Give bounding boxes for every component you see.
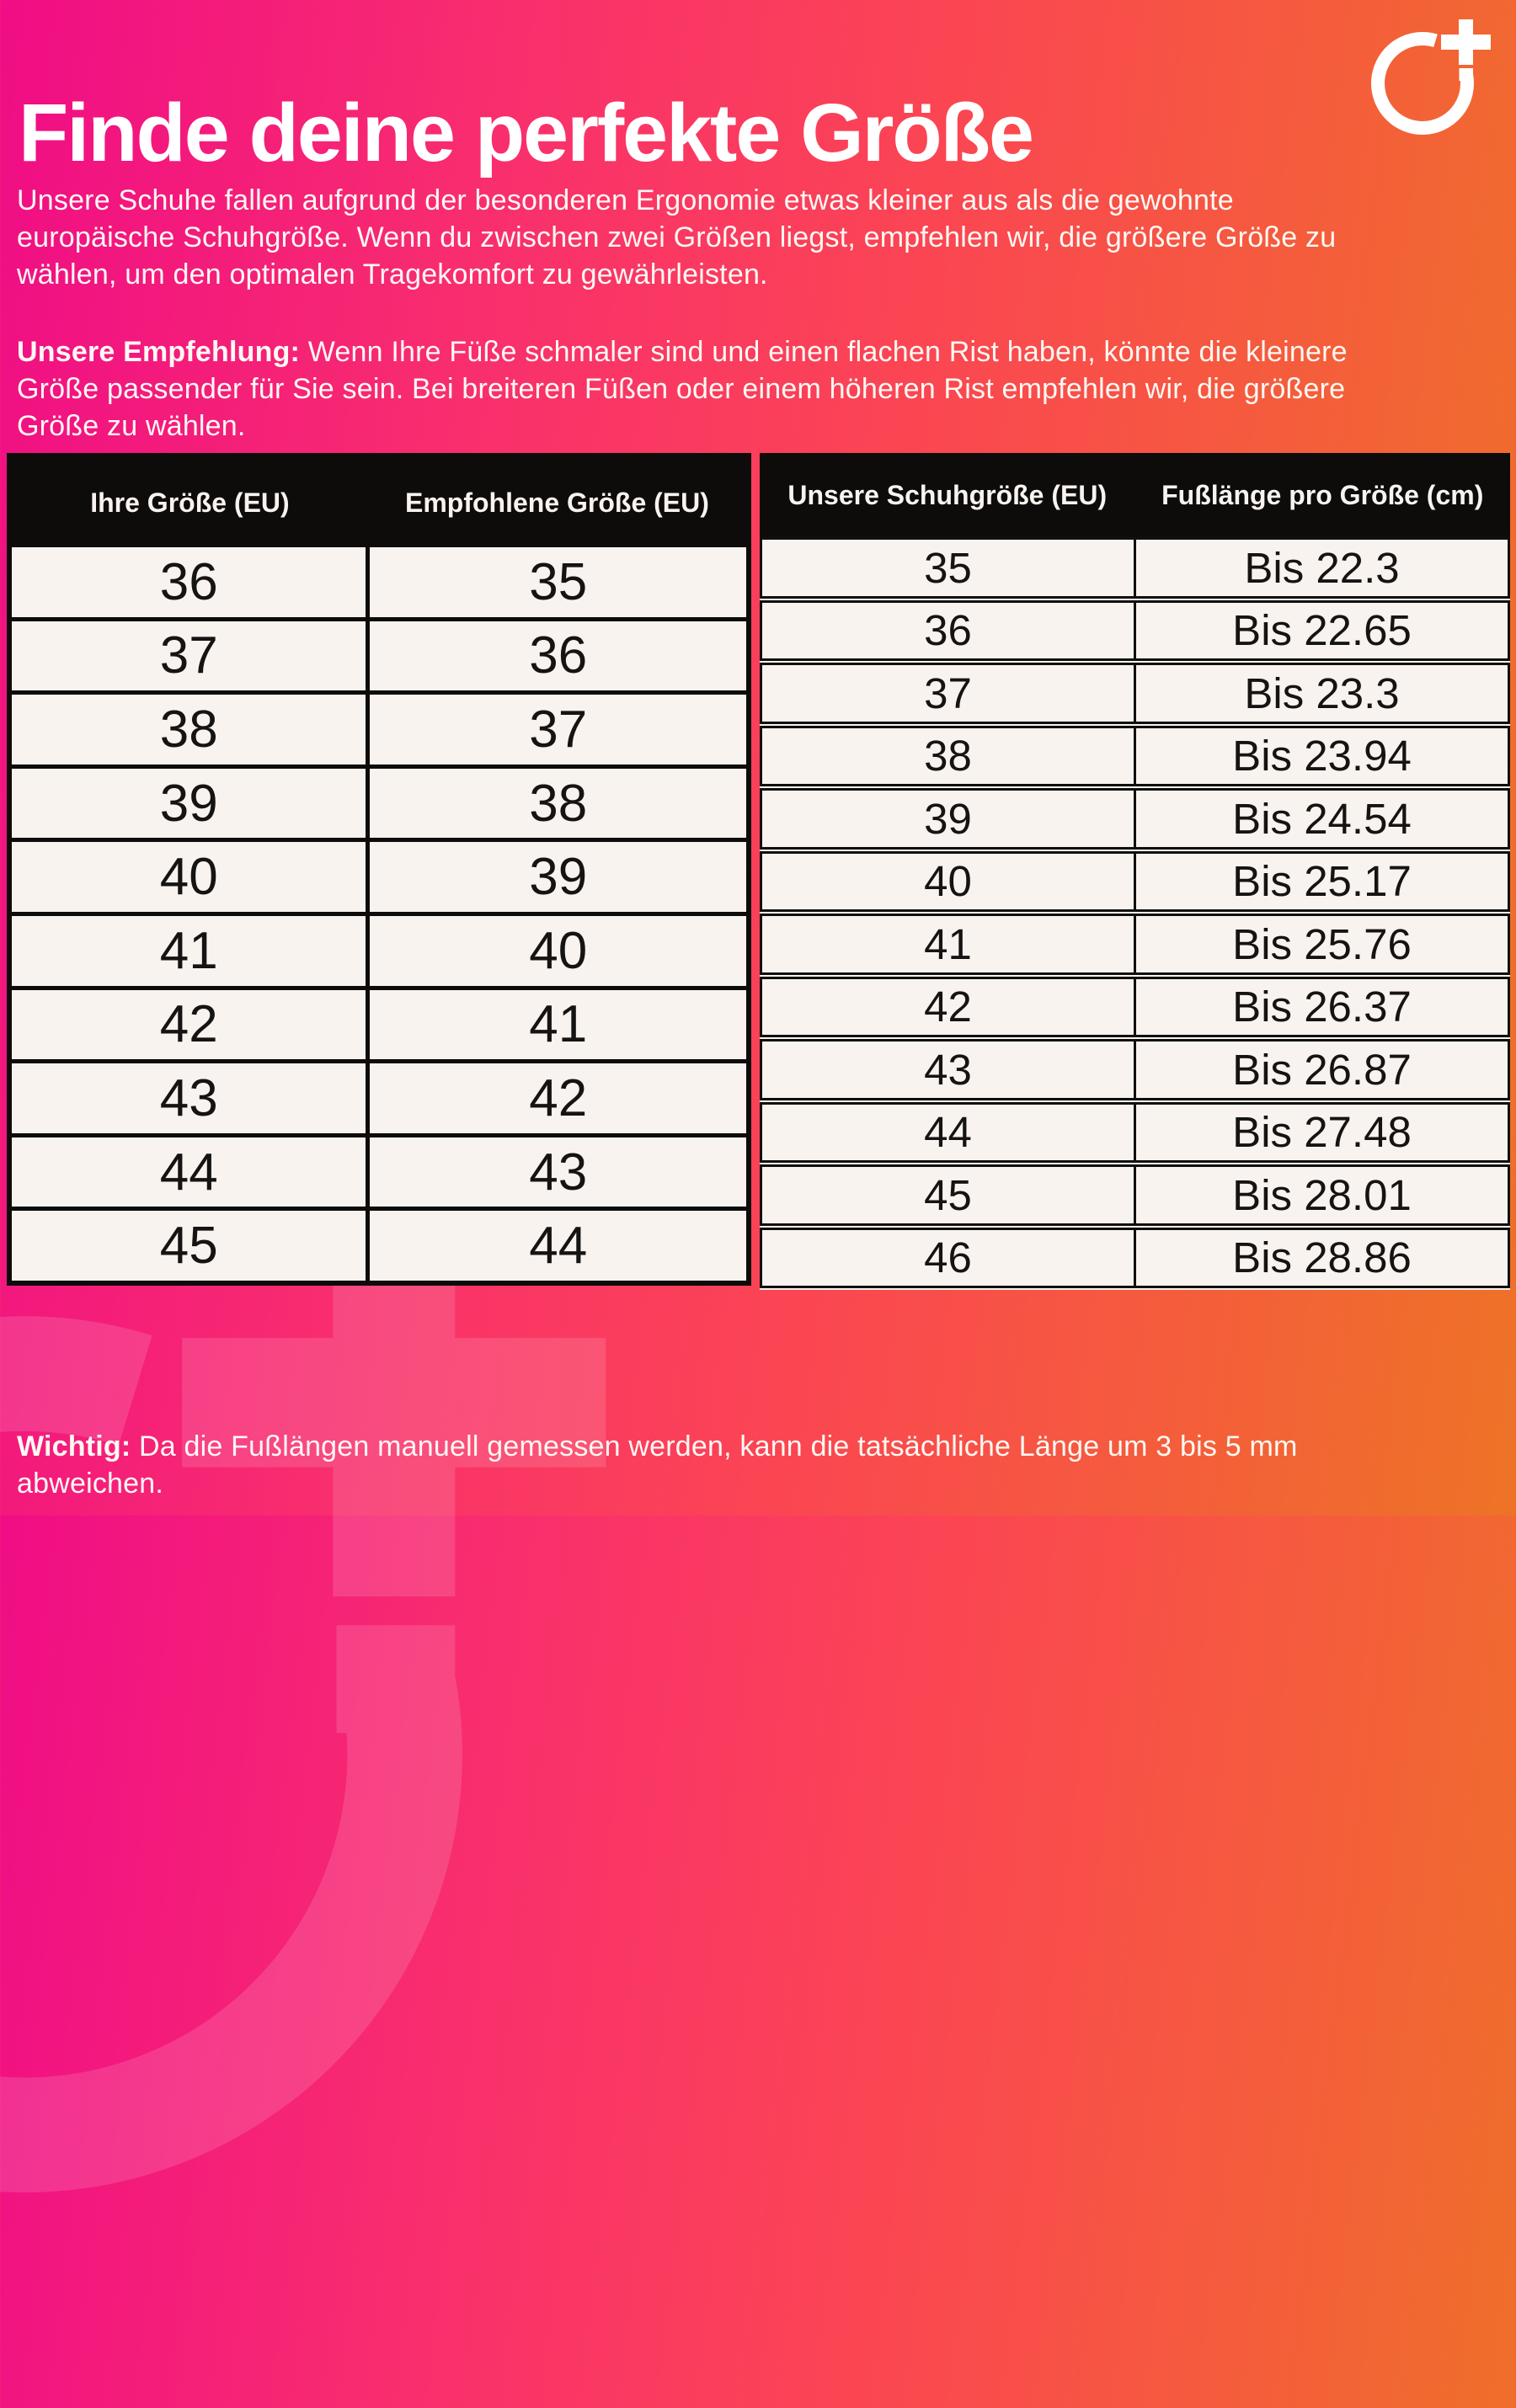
table-cell: 36	[159, 552, 218, 611]
table-row	[12, 621, 746, 691]
table-cell: 37	[159, 626, 218, 685]
note-paragraph	[17, 1428, 1356, 1502]
table-cell: 41	[366, 990, 746, 1060]
table-row	[12, 842, 746, 912]
table-row	[760, 788, 1510, 850]
size-recommendation-table	[7, 453, 751, 1286]
table-cell: 44	[924, 1108, 972, 1157]
table-cell: 44	[159, 1143, 218, 1201]
recommendation-label: Unsere Empfehlung:	[17, 336, 301, 368]
table-cell: Bis 22.3	[1134, 540, 1508, 596]
table-row	[760, 1102, 1510, 1164]
table-cell: 45	[924, 1170, 972, 1219]
column-header: Unsere Schuhgröße (EU)	[787, 479, 1108, 510]
table-cell: Bis 28.01	[1134, 1167, 1508, 1223]
table-row	[760, 1164, 1510, 1226]
table-cell: 35	[366, 547, 746, 617]
table-cell: 36	[366, 621, 746, 691]
table-cell: 42	[366, 1063, 746, 1133]
table-cell: Bis 26.37	[1134, 979, 1508, 1036]
table-row	[12, 769, 746, 839]
note-text: Da die Fußlängen manuell gemessen werden, kann die tatsächliche Länge um 3 bis 5 mm abweichen.	[17, 1430, 1298, 1500]
column-header: Ihre Größe (EU)	[90, 487, 290, 518]
table-cell: 35	[924, 543, 972, 592]
table-cell: 40	[924, 857, 972, 906]
table-header-row	[12, 458, 746, 547]
column-header: Empfohlene Größe (EU)	[404, 487, 709, 518]
table-row	[760, 914, 1510, 975]
table-cell: Bis 25.76	[1134, 916, 1508, 972]
table-header-row	[760, 453, 1510, 537]
column-header: Fußlänge pro Größe (cm)	[1161, 479, 1484, 510]
foot-length-table	[760, 453, 1510, 1290]
table-cell: 38	[159, 700, 218, 759]
table-row	[760, 1228, 1510, 1289]
page-title: Finde deine perfekte Größe	[19, 86, 1033, 178]
table-cell: Bis 24.54	[1134, 791, 1508, 847]
table-cell: 43	[366, 1137, 746, 1207]
table-body	[760, 537, 1510, 1288]
table-cell: 41	[159, 921, 218, 980]
table-cell: 40	[159, 848, 218, 907]
table-cell: 45	[159, 1217, 218, 1276]
table-cell: Bis 22.65	[1134, 603, 1508, 659]
table-row	[12, 990, 746, 1060]
table-cell: 38	[366, 769, 746, 839]
table-cell: 42	[159, 995, 218, 1054]
table-cell: Bis 23.94	[1134, 728, 1508, 785]
table-row	[760, 977, 1510, 1038]
table-cell: Bis 25.17	[1134, 854, 1508, 910]
table-cell: 43	[924, 1045, 972, 1094]
table-row	[760, 663, 1510, 724]
table-cell: 44	[366, 1211, 746, 1281]
table-row	[760, 537, 1510, 599]
intro-paragraph: Unsere Schuhe fallen aufgrund der besonderen Ergonomie etwas kleiner aus als die gewohnte europäische Schuhgröße. Wenn du zwischen zwei Größen liegst, empfehlen wir, die größere Größe zu wählen, um den optimalen Tragekomfort zu gewährleisten.	[17, 184, 1337, 290]
table-body	[12, 547, 746, 1281]
recommendation-text: Wenn Ihre Füße schmaler sind und einen flachen Rist haben, könnte die kleinere Größe passender für Sie sein. Bei breiteren Füßen oder einem höheren Rist empfehlen wir, die größere Größe zu wählen.	[17, 336, 1348, 442]
table-row	[12, 1063, 746, 1133]
table-cell: Bis 27.48	[1134, 1105, 1508, 1161]
table-cell: 39	[366, 842, 746, 912]
table-cell: Bis 28.86	[1134, 1230, 1508, 1287]
table-cell: 41	[924, 919, 972, 968]
table-row	[760, 851, 1510, 913]
table-row	[12, 547, 746, 617]
table-cell: 37	[924, 669, 972, 717]
table-cell: 40	[366, 916, 746, 986]
table-row	[760, 726, 1510, 787]
circle-plus-logo	[1364, 17, 1508, 160]
table-cell: 37	[366, 695, 746, 764]
table-row	[760, 1039, 1510, 1100]
table-cell: Bis 23.3	[1134, 665, 1508, 722]
note-label: Wichtig:	[17, 1430, 131, 1462]
recommendation-paragraph	[17, 333, 1348, 445]
table-row	[12, 1211, 746, 1281]
table-cell: 39	[159, 774, 218, 833]
table-cell: 38	[924, 732, 972, 780]
table-cell: 46	[924, 1233, 972, 1282]
table-cell: 43	[159, 1068, 218, 1127]
table-cell: 42	[924, 983, 972, 1031]
table-row	[12, 916, 746, 986]
table-cell: 36	[924, 606, 972, 655]
table-cell: 39	[924, 794, 972, 843]
table-row	[12, 1137, 746, 1207]
table-row	[12, 695, 746, 764]
table-cell: Bis 26.87	[1134, 1042, 1508, 1098]
table-row	[760, 600, 1510, 662]
